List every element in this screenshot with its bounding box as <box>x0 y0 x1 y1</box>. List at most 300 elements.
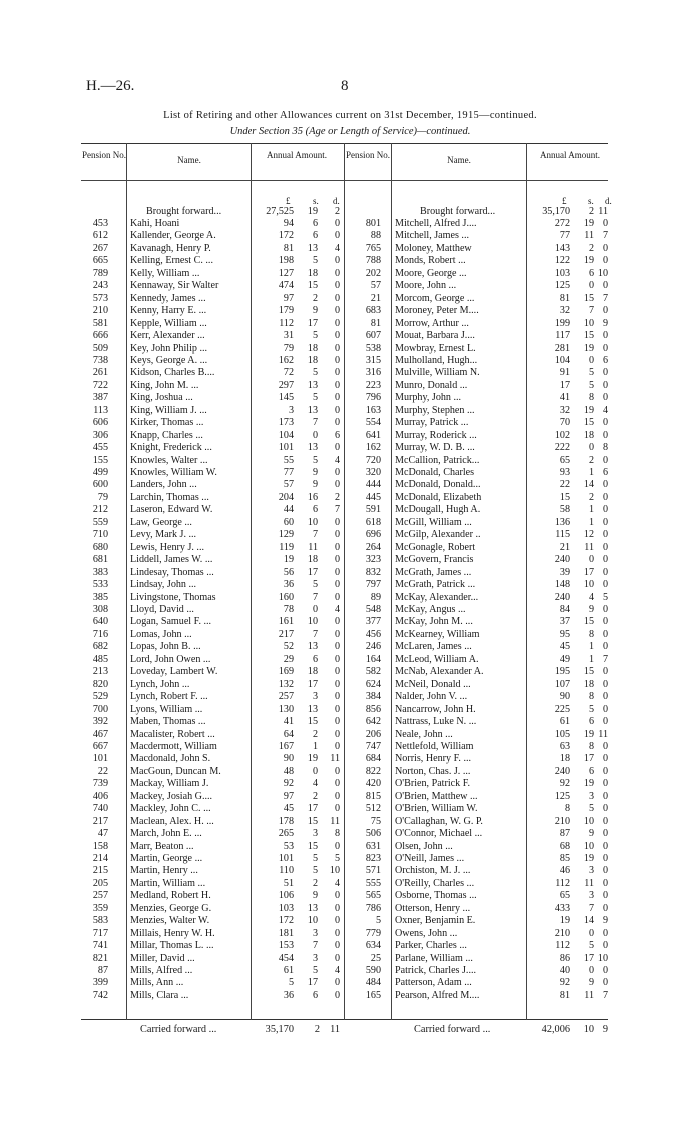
pension-number: 484 <box>365 977 381 989</box>
amount-shillings: 6 <box>588 267 594 279</box>
amount-shillings: 17 <box>583 952 594 964</box>
amount-pence: 0 <box>602 541 608 553</box>
amount-pence: 0 <box>334 977 340 989</box>
amount-pounds: 97 <box>283 292 294 304</box>
pension-number: 75 <box>370 815 381 827</box>
brought-forward-shillings: 2 <box>588 206 594 217</box>
amount-shillings: 10 <box>307 516 318 528</box>
amount-pounds: 240 <box>554 554 570 566</box>
pensioner-name: Mulholland, Hugh... <box>395 354 478 366</box>
amount-pounds: 5 <box>288 977 294 989</box>
pensioner-name: Olsen, John ... <box>395 840 453 852</box>
amount-pounds: 97 <box>283 790 294 802</box>
pensioner-name: O'Brien, William W. <box>395 803 478 815</box>
amount-shillings: 17 <box>307 566 318 578</box>
amount-pounds: 65 <box>559 890 570 902</box>
pension-number: 57 <box>370 280 381 292</box>
pension-number: 624 <box>365 678 381 690</box>
pensioner-name: Murray, Patrick ... <box>395 417 469 429</box>
amount-shillings: 11 <box>584 230 594 242</box>
amount-shillings: 15 <box>583 417 594 429</box>
amount-pounds: 272 <box>554 218 570 229</box>
amount-pounds: 125 <box>554 280 570 292</box>
amount-pence: 0 <box>602 678 608 690</box>
amount-shillings: 19 <box>307 753 318 765</box>
pension-number: 315 <box>365 354 381 366</box>
amount-shillings: 15 <box>307 815 318 827</box>
pension-number: 591 <box>365 504 381 516</box>
amount-pence: 0 <box>334 902 340 914</box>
amount-pence: 0 <box>602 516 608 528</box>
amount-shillings: 9 <box>312 890 318 902</box>
amount-pence: 0 <box>334 591 340 603</box>
amount-pounds: 181 <box>278 927 294 939</box>
pension-number: 467 <box>92 728 108 740</box>
amount-pence: 0 <box>602 628 608 640</box>
pensioner-name: Murray, Roderick ... <box>395 429 477 441</box>
amount-pence: 0 <box>602 828 608 839</box>
pension-number: 217 <box>92 815 108 827</box>
brought-forward-label: Brought forward... <box>146 206 222 217</box>
amount-pounds: 45 <box>559 641 570 653</box>
amount-pence: 0 <box>602 666 608 678</box>
pensioner-name: McKay, Angus ... <box>395 604 466 615</box>
pensioner-name: King, John M. ... <box>130 379 199 391</box>
name-header-left: Name. <box>177 155 201 165</box>
pension-number: 453 <box>92 218 108 229</box>
pensioner-name: Mitchell, Alfred J.... <box>395 218 477 229</box>
amount-shillings: 13 <box>307 404 318 416</box>
amount-pounds: 130 <box>278 703 294 715</box>
pensioner-name: Lopas, John B. ... <box>130 641 201 653</box>
pensioner-name: Nattrass, Luke N. ... <box>395 716 477 727</box>
amount-pence: 0 <box>602 566 608 578</box>
amount-pence: 0 <box>602 940 608 952</box>
pension-number: 856 <box>365 703 381 715</box>
amount-pence: 7 <box>334 504 340 516</box>
pensioner-name: Nancarrow, John H. <box>395 703 476 715</box>
pensioner-name: Mills, Alfred ... <box>130 965 193 976</box>
amount-shillings: 8 <box>588 740 594 752</box>
amount-pounds: 57 <box>283 479 294 491</box>
pension-number: 565 <box>365 890 381 902</box>
pension-number: 612 <box>92 230 108 242</box>
amount-pounds: 454 <box>278 952 294 964</box>
amount-shillings: 2 <box>588 242 594 254</box>
pensioner-name: O'Neill, James ... <box>395 852 465 864</box>
amount-pence: 6 <box>334 429 340 441</box>
pensioner-name: Menzies, George G. <box>130 902 212 914</box>
amount-pence: 0 <box>602 641 608 653</box>
amount-pounds: 53 <box>283 840 294 852</box>
amount-shillings: 0 <box>312 765 318 777</box>
pension-number: 682 <box>92 641 108 653</box>
amount-shillings: 6 <box>312 653 318 665</box>
amount-shillings: 9 <box>312 467 318 478</box>
amount-shillings: 5 <box>312 367 318 379</box>
pension-number: 25 <box>370 952 381 964</box>
amount-shillings: 6 <box>312 989 318 1001</box>
amount-shillings: 19 <box>583 852 594 864</box>
amount-pence: 0 <box>602 529 608 541</box>
amount-pounds: 63 <box>559 740 570 752</box>
pension-number: 212 <box>92 504 108 516</box>
pension-number: 606 <box>92 417 108 429</box>
amount-pounds: 22 <box>559 479 570 491</box>
amount-pence: 0 <box>334 678 340 690</box>
amount-shillings: 17 <box>307 317 318 329</box>
amount-shillings: 11 <box>584 989 594 1001</box>
pensioner-name: Macdermott, William <box>130 740 217 752</box>
amount-pence: 0 <box>602 778 608 790</box>
amount-pounds: 90 <box>559 691 570 703</box>
amount-shillings: 18 <box>307 267 318 279</box>
amount-pence: 0 <box>334 790 340 802</box>
amount-shillings: 0 <box>588 927 594 939</box>
amount-pence: 4 <box>334 454 340 466</box>
amount-pence: 0 <box>334 317 340 329</box>
amount-shillings: 5 <box>312 579 318 590</box>
amount-pounds: 112 <box>279 317 294 329</box>
pensioner-name: Maben, Thomas ... <box>130 716 206 727</box>
pension-number: 583 <box>92 915 108 927</box>
amount-pence: 6 <box>602 354 608 366</box>
pension-number: 797 <box>365 579 381 590</box>
pension-number: 89 <box>370 591 381 603</box>
amount-pounds: 225 <box>554 703 570 715</box>
list-subtitle: Under Section 35 (Age or Length of Service)—continued. <box>229 126 471 137</box>
amount-pounds: 85 <box>559 852 570 864</box>
amount-pounds: 217 <box>278 628 294 640</box>
pensioner-name: Mackley, John C. ... <box>130 803 211 815</box>
amount-pounds: 160 <box>278 591 294 603</box>
amount-shillings: 1 <box>588 467 594 478</box>
amount-shillings: 4 <box>588 591 594 603</box>
amount-pence: 0 <box>334 330 340 342</box>
amount-pence: 4 <box>602 404 608 416</box>
amount-header-left: Annual Amount. <box>267 150 327 160</box>
pensioner-name: McGilp, Alexander .. <box>395 529 481 541</box>
pension-number: 801 <box>365 218 381 229</box>
amount-shillings: 3 <box>312 952 318 964</box>
pensioner-name: McDonald, Donald... <box>395 479 481 491</box>
pensioner-name: McLeod, William A. <box>395 653 479 665</box>
pensioner-name: Lindsay, John ... <box>130 579 197 590</box>
amount-pence: 0 <box>602 765 608 777</box>
amount-pounds: 195 <box>554 666 570 678</box>
amount-pounds: 8 <box>564 803 570 815</box>
amount-pounds: 240 <box>554 765 570 777</box>
amount-pounds: 167 <box>278 740 294 752</box>
amount-pounds: 36 <box>283 579 294 590</box>
amount-pence: 0 <box>602 840 608 852</box>
pensioner-name: Otterson, Henry ... <box>395 902 471 914</box>
amount-shillings: 14 <box>583 915 594 927</box>
pension-number: 634 <box>365 940 381 952</box>
pensioner-name: Knight, Frederick ... <box>130 442 212 454</box>
pension-number: 823 <box>365 852 381 864</box>
pension-number: 162 <box>365 442 381 454</box>
amount-shillings: 18 <box>307 342 318 354</box>
pensioner-name: Kerr, Alexander ... <box>130 330 205 342</box>
pensioner-name: Norris, Henry F. ... <box>395 753 472 765</box>
pension-number: 164 <box>365 653 381 665</box>
pension-number: 747 <box>365 740 381 752</box>
amount-shillings: 15 <box>307 280 318 292</box>
pension-number: 642 <box>365 716 381 727</box>
pensioner-name: Kennaway, Sir Walter <box>130 280 219 292</box>
amount-pence: 0 <box>602 815 608 827</box>
amount-pence: 5 <box>334 852 340 864</box>
amount-pounds: 136 <box>554 516 570 528</box>
amount-shillings: 5 <box>588 940 594 952</box>
pensioner-name: Oxner, Benjamin E. <box>395 915 476 927</box>
amount-pounds: 77 <box>559 230 570 242</box>
amount-pounds: 60 <box>283 516 294 528</box>
amount-pence: 0 <box>334 267 340 279</box>
pension-number: 359 <box>92 902 108 914</box>
pensioner-name: Knapp, Charles ... <box>130 429 203 441</box>
amount-pounds: 125 <box>554 790 570 802</box>
amount-pence: 0 <box>334 666 340 678</box>
pension-number: 533 <box>92 579 108 590</box>
amount-shillings: 5 <box>588 367 594 379</box>
amount-shillings: 19 <box>583 342 594 354</box>
amount-pounds: 56 <box>283 566 294 578</box>
pension-number: 22 <box>97 765 108 777</box>
amount-shillings: 7 <box>312 417 318 429</box>
amount-pence: 0 <box>334 952 340 964</box>
pension-number: 316 <box>365 367 381 379</box>
amount-shillings: 9 <box>312 305 318 317</box>
amount-shillings: 2 <box>312 877 318 889</box>
amount-pounds: 81 <box>559 292 570 304</box>
amount-pence: 0 <box>334 404 340 416</box>
pension-number: 47 <box>97 828 108 839</box>
amount-pounds: 105 <box>554 728 570 740</box>
pensioner-name: Liddell, James W. ... <box>130 554 213 566</box>
amount-shillings: 9 <box>312 479 318 491</box>
amount-pounds: 68 <box>559 840 570 852</box>
pensioner-name: McGrath, James ... <box>395 566 472 578</box>
amount-pence: 0 <box>602 280 608 292</box>
amount-shillings: 2 <box>312 790 318 802</box>
amount-pounds: 204 <box>278 491 294 503</box>
brought-forward-pence: 11 <box>598 206 608 217</box>
amount-pence: 0 <box>334 305 340 317</box>
amount-pence: 0 <box>602 218 608 229</box>
brought-forward-pence: 2 <box>334 206 340 217</box>
pensioner-name: Monds, Robert ... <box>395 255 466 267</box>
pension-number: 529 <box>92 691 108 703</box>
amount-shillings: 18 <box>307 666 318 678</box>
list-title: List of Retiring and other Allowances current on 31st December, 1915—continued. <box>163 110 537 121</box>
pensioner-name: Millais, Henry W. H. <box>130 927 215 939</box>
pension-number: 822 <box>365 765 381 777</box>
amount-pounds: 240 <box>554 591 570 603</box>
amount-pounds: 112 <box>555 940 570 952</box>
amount-pence: 0 <box>334 292 340 304</box>
pensioner-name: Levy, Mark J. ... <box>130 529 197 541</box>
pension-number: 820 <box>92 678 108 690</box>
amount-pence: 0 <box>602 604 608 615</box>
pension-number: 696 <box>365 529 381 541</box>
amount-pence: 7 <box>602 230 608 242</box>
amount-shillings: 14 <box>583 479 594 491</box>
amount-pence: 0 <box>602 417 608 429</box>
pension-number: 445 <box>365 491 381 503</box>
amount-shillings: 2 <box>588 454 594 466</box>
pensioner-name: Mitchell, James ... <box>395 230 470 242</box>
pensioner-name: Norton, Chas. J. ... <box>395 765 471 777</box>
pensioner-name: Marr, Beaton ... <box>130 840 194 852</box>
pensioner-name: Neale, John ... <box>395 728 453 740</box>
amount-pounds: 46 <box>559 865 570 877</box>
amount-pence: 0 <box>602 392 608 404</box>
column-rule <box>526 143 527 1020</box>
pensioner-name: Lewis, Henry J. ... <box>130 541 205 553</box>
pension-number: 261 <box>92 367 108 379</box>
amount-pence: 0 <box>602 740 608 752</box>
pensioner-name: McKay, Alexander... <box>395 591 479 603</box>
pensioner-name: McLaren, James ... <box>395 641 472 653</box>
shilling-unit-left: s. <box>313 196 319 206</box>
pension-number: 387 <box>92 392 108 404</box>
pension-number: 165 <box>365 989 381 1001</box>
pension-number: 641 <box>365 429 381 441</box>
amount-shillings: 7 <box>312 628 318 640</box>
pensioner-name: Orchiston, M. J. ... <box>395 865 471 877</box>
amount-shillings: 3 <box>588 790 594 802</box>
amount-pounds: 173 <box>278 417 294 429</box>
pensioner-name: McNeil, Donald ... <box>395 678 471 690</box>
amount-shillings: 10 <box>583 317 594 329</box>
amount-shillings: 5 <box>312 330 318 342</box>
pension-number: 554 <box>365 417 381 429</box>
pension-number: 739 <box>92 778 108 790</box>
pensioner-name: Larchin, Thomas ... <box>130 491 209 503</box>
amount-shillings: 4 <box>312 778 318 790</box>
amount-pence: 0 <box>334 703 340 715</box>
amount-pence: 7 <box>602 292 608 304</box>
pensioner-name: Mills, Ann ... <box>130 977 184 989</box>
pension-number: 788 <box>365 255 381 267</box>
carried-forward-shillings-right: 10 <box>583 1024 594 1035</box>
pensioner-name: O'Reilly, Charles ... <box>395 877 475 889</box>
pension-number: 243 <box>92 280 108 292</box>
pensioner-name: Pearson, Alfred M.... <box>395 989 480 1001</box>
amount-shillings: 8 <box>588 392 594 404</box>
amount-shillings: 19 <box>583 778 594 790</box>
amount-pence: 11 <box>330 815 340 827</box>
amount-shillings: 3 <box>312 691 318 703</box>
pension-number: 213 <box>92 666 108 678</box>
pension-number: 264 <box>365 541 381 553</box>
amount-pence: 0 <box>334 230 340 242</box>
amount-pounds: 115 <box>555 529 570 541</box>
amount-pounds: 41 <box>559 392 570 404</box>
amount-shillings: 0 <box>588 442 594 454</box>
amount-shillings: 12 <box>583 529 594 541</box>
amount-shillings: 18 <box>583 678 594 690</box>
amount-shillings: 9 <box>588 828 594 839</box>
amount-pounds: 19 <box>559 915 570 927</box>
amount-pounds: 36 <box>283 989 294 1001</box>
amount-pounds: 29 <box>283 653 294 665</box>
pension-number: 815 <box>365 790 381 802</box>
amount-pence: 0 <box>334 616 340 628</box>
amount-pence: 0 <box>334 579 340 590</box>
pension-number: 399 <box>92 977 108 989</box>
pensioner-name: Moloney, Matthew <box>395 242 472 254</box>
pension-number: 113 <box>93 404 108 416</box>
pension-number: 444 <box>365 479 381 491</box>
pensioner-name: McKearney, William <box>395 628 480 640</box>
amount-pounds: 122 <box>554 255 570 267</box>
pension-number: 821 <box>92 952 108 964</box>
amount-pounds: 143 <box>554 242 570 254</box>
amount-pence: 7 <box>602 653 608 665</box>
pensioner-name: Logan, Samuel F. ... <box>130 616 212 628</box>
amount-pounds: 94 <box>283 218 294 229</box>
amount-shillings: 5 <box>312 852 318 864</box>
amount-pounds: 92 <box>559 778 570 790</box>
amount-pence: 0 <box>334 392 340 404</box>
pensioner-name: McNab, Alexander A. <box>395 666 484 678</box>
amount-pence: 0 <box>602 479 608 491</box>
pension-number: 267 <box>92 242 108 254</box>
amount-pounds: 103 <box>278 902 294 914</box>
amount-shillings: 0 <box>588 554 594 566</box>
amount-pounds: 77 <box>283 467 294 478</box>
amount-shillings: 15 <box>583 330 594 342</box>
amount-shillings: 19 <box>583 218 594 229</box>
amount-pounds: 90 <box>283 753 294 765</box>
amount-shillings: 7 <box>588 305 594 317</box>
amount-pence: 0 <box>334 554 340 566</box>
pension-number: 21 <box>370 292 381 304</box>
pensioner-name: Murray, W. D. B. ... <box>395 442 475 454</box>
pensioner-name: Nalder, John V. ... <box>395 691 468 703</box>
amount-shillings: 5 <box>312 392 318 404</box>
pensioner-name: Kelly, William ... <box>130 267 200 279</box>
pensioner-name: Knowles, Walter ... <box>130 454 208 466</box>
amount-pence: 8 <box>602 442 608 454</box>
pensioner-name: Kidson, Charles B.... <box>130 367 215 379</box>
amount-shillings: 15 <box>307 840 318 852</box>
amount-shillings: 13 <box>307 641 318 653</box>
amount-header-right: Annual Amount. <box>540 150 600 160</box>
amount-shillings: 3 <box>312 828 318 839</box>
amount-shillings: 10 <box>583 840 594 852</box>
carried-forward-shillings-left: 2 <box>314 1024 320 1035</box>
pension-number: 163 <box>365 404 381 416</box>
pensioner-name: Macalister, Robert ... <box>130 728 215 740</box>
pensioner-name: Kavanagh, Henry P. <box>130 242 211 254</box>
pensioner-name: Lynch, Robert F. ... <box>130 691 208 703</box>
pension-number: 559 <box>92 516 108 528</box>
amount-pounds: 265 <box>278 828 294 839</box>
amount-pence: 0 <box>334 379 340 391</box>
amount-pounds: 222 <box>554 442 570 454</box>
amount-pence: 0 <box>602 367 608 379</box>
amount-pounds: 104 <box>278 429 294 441</box>
amount-shillings: 6 <box>312 218 318 229</box>
pension-number: 210 <box>92 305 108 317</box>
amount-shillings: 18 <box>583 429 594 441</box>
amount-pounds: 48 <box>283 765 294 777</box>
amount-pence: 0 <box>334 765 340 777</box>
